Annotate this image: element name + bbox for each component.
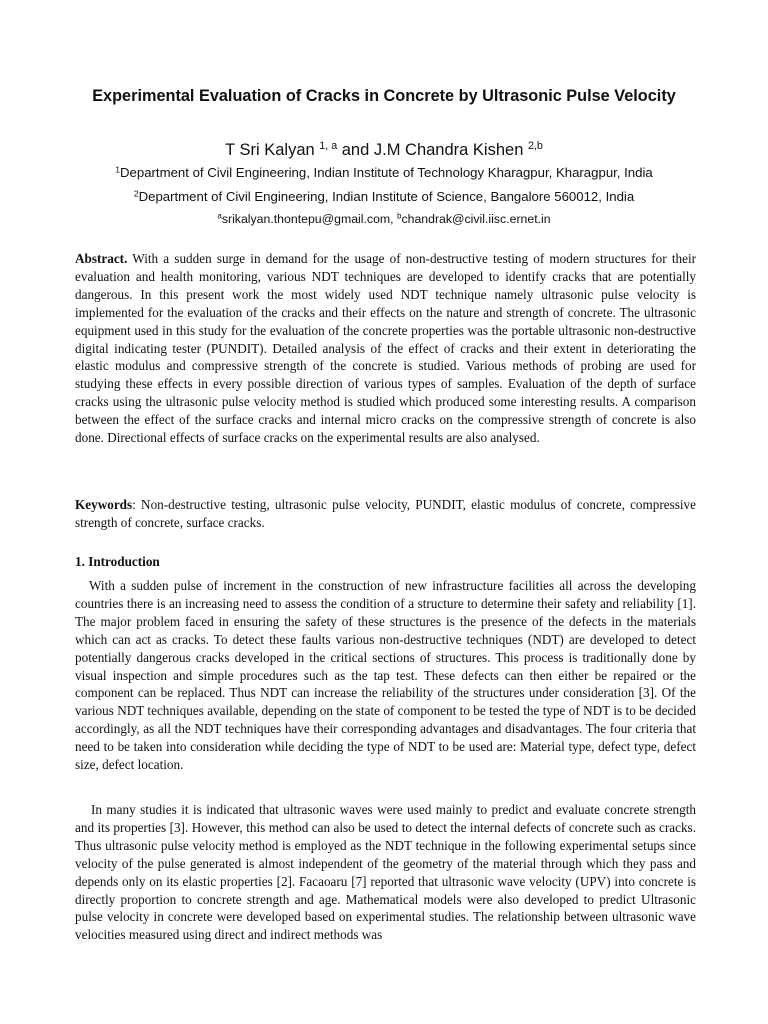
affiliation <box>60 188 708 206</box>
keywords-separator: : <box>132 497 136 512</box>
affiliation-text: Department of Civil Engineering, Indian Institute of Technology Kharagpur, Kharagpur, India <box>120 165 653 180</box>
affiliation-superscript: 1 <box>115 164 121 175</box>
keywords-text: Non-destructive testing, ultrasonic pulse velocity, PUNDIT, elastic modulus of concrete, compressive strength of concrete, surface cracks. <box>75 497 696 530</box>
email-separator: , <box>390 212 397 226</box>
email-address: srikalyan.thontepu@gmail.com <box>221 212 391 226</box>
email-address: chandrak@civil.iisc.ernet.in <box>401 212 551 226</box>
author-superscript: 1, a <box>319 140 338 153</box>
body-paragraph: In many studies it is indicated that ultrasonic waves were used mainly to predict and evaluate concrete strength and its properties [3]. However, this method can also be used to detect the internal defects of concrete such as cracks. Thus ultrasonic pulse velocity method is employed as the NDT technique in the following experimental setups since velocity of the pulse generated is almost independent of the geometry of the material through which they pass and depends only on its elastic properties [2]. Facaoaru [7] reported that ultrasonic wave velocity (UPV) into concrete is directly proportion to concrete strength and age. Mathematical models were also developed to predict Ultrasonic pulse velocity in concrete were developed based on experimental studies. The relationship between ultrasonic wave velocities measured using direct and indirect methods was <box>75 802 696 943</box>
keywords-paragraph <box>75 496 696 532</box>
affiliation-text: Department of Civil Engineering, Indian Institute of Science, Bangalore 560012, India <box>138 189 635 204</box>
author-name: J.M Chandra Kishen <box>373 141 524 159</box>
section-heading: 1. Introduction <box>75 554 160 569</box>
author-superscript: 2,b <box>527 140 543 153</box>
author-line <box>60 138 708 162</box>
abstract-text: With a sudden surge in demand for the usage of non-destructive testing of modern structures for their evaluation and health monitoring, various NDT techniques are developed to identify cracks that are potentially dangerous. In this present work the most widely used NDT technique namely ultrasonic pulse velocity is implemented for the evaluation of the cracks and their effects on the nature and strength of concrete. The ultrasonic equipment used in this study for the evaluation of the concrete properties was the portable ultrasonic non-destructive digital indicating tester (PUNDIT). Detailed analysis of the effect of cracks and their extent in deteriorating the elastic modulus and compressive strength of the concrete is studied. Various methods of probing are used for studying these effects in every possible direction of various types of samples. Evaluation of the depth of surface cracks using the ultrasonic pulse velocity method is studied which produced some interesting results. A comparison between the effect of the surface cracks and internal micro cracks on the compressive strength of concrete is also done. Directional effects of surface cracks on the experimental results are also analysed. <box>75 251 696 446</box>
abstract-paragraph <box>75 250 696 447</box>
affiliation-superscript: 2 <box>133 188 139 199</box>
email-superscript: b <box>397 211 402 221</box>
body-paragraph: With a sudden pulse of increment in the construction of new infrastructure facilities all across the developing countries there is an increasing need to assess the condition of a structure to determine their safety and reliability [1]. The major problem faced in ensuring the safety of these structures is the presence of the defects in the materials which can act as cracks. To detect these faults various non-destructive techniques (NDT) are developed to detect potentially dangerous cracks developed in the critical sections of structures. This process is traditionally done by visual inspection and simple procedures such as the tap test. These defects can then either be repaired or the component can be replaced. Thus NDT can increase the reliability of the structures under consideration [3]. Of the various NDT techniques available, depending on the state of component to be tested the type of NDT is to be decided accordingly, as all the NDT techniques have their corresponding advantages and disadvantages. The four criteria that need to be taken into consideration while deciding the type of NDT to be used are: Material type, defect type, defect size, defect location. <box>75 578 696 773</box>
author-name: T Sri Kalyan <box>225 141 315 159</box>
affiliation <box>60 164 708 182</box>
email-line <box>60 210 708 228</box>
keywords-label: Keywords <box>75 497 133 512</box>
email-superscript: a <box>217 211 222 221</box>
author-connector: and <box>337 141 374 159</box>
paper-title: Experimental Evaluation of Cracks in Concrete by Ultrasonic Pulse Velocity <box>92 87 676 105</box>
abstract-label: Abstract. <box>75 251 128 266</box>
